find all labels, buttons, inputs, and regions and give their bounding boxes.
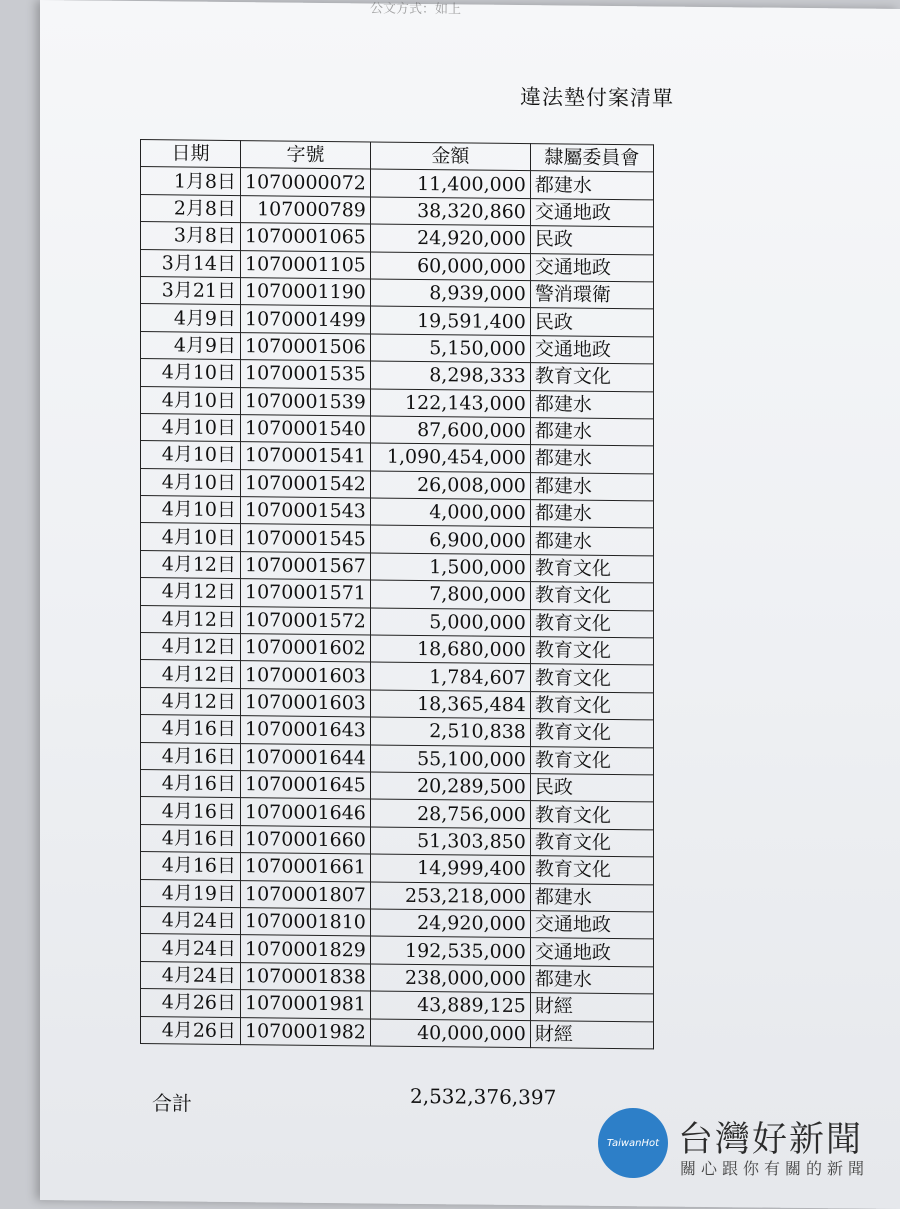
cell-number: 1070001646 xyxy=(241,798,371,827)
cell-date: 1月8日 xyxy=(141,167,241,195)
cell-date: 4月9日 xyxy=(141,304,241,332)
cell-amount: 253,218,000 xyxy=(370,882,530,911)
cell-date: 4月10日 xyxy=(141,468,241,496)
cell-date: 3月14日 xyxy=(141,249,241,277)
cell-date: 4月10日 xyxy=(141,523,241,551)
cell-number: 1070001660 xyxy=(241,825,371,854)
cell-date: 4月12日 xyxy=(141,687,241,715)
cell-amount: 40,000,000 xyxy=(370,1018,530,1047)
cell-number: 1070001807 xyxy=(241,880,371,909)
cell-amount: 60,000,000 xyxy=(370,252,530,281)
cell-date: 4月9日 xyxy=(141,331,241,359)
cell-date: 4月10日 xyxy=(141,386,241,414)
cell-committee: 都建水 xyxy=(530,472,653,501)
cell-date: 3月21日 xyxy=(141,277,241,305)
cell-committee: 教育文化 xyxy=(530,582,653,611)
cell-date: 4月24日 xyxy=(141,961,241,989)
cell-date: 2月8日 xyxy=(141,194,241,222)
header-amount: 金額 xyxy=(370,142,530,171)
cell-amount: 43,889,125 xyxy=(370,991,530,1020)
cell-number: 1070001572 xyxy=(241,606,371,635)
cell-date: 4月26日 xyxy=(141,989,241,1017)
cell-date: 4月12日 xyxy=(141,633,241,661)
cell-date: 4月12日 xyxy=(141,550,241,578)
total-value: 2,532,376,397 xyxy=(410,1083,557,1110)
cell-committee: 教育文化 xyxy=(530,554,653,583)
cell-number: 1070001603 xyxy=(241,661,371,690)
cell-date: 4月10日 xyxy=(141,359,241,387)
cell-date: 4月24日 xyxy=(141,906,241,934)
cell-date: 4月19日 xyxy=(141,879,241,907)
cell-number: 1070001829 xyxy=(241,935,371,964)
cell-committee: 教育文化 xyxy=(530,691,653,720)
taiwanhot-logo-icon: TaiwanHot xyxy=(598,1108,668,1178)
cell-committee: 都建水 xyxy=(530,418,653,447)
cell-number: 1070001541 xyxy=(241,442,371,471)
cell-date: 4月12日 xyxy=(141,578,241,606)
cell-committee: 教育文化 xyxy=(530,637,653,666)
cell-amount: 24,920,000 xyxy=(370,909,530,938)
cell-committee: 交通地政 xyxy=(530,198,653,227)
total-label: 合計 xyxy=(152,1091,192,1116)
cell-number: 1070001545 xyxy=(241,524,371,553)
cell-date: 3月8日 xyxy=(141,222,241,250)
cell-number: 1070001644 xyxy=(241,743,371,772)
cell-amount: 28,756,000 xyxy=(370,799,530,828)
cell-committee: 教育文化 xyxy=(530,828,653,857)
watermark-main-text: 台灣好新聞 xyxy=(678,1120,864,1160)
cell-number: 1070001543 xyxy=(241,497,371,526)
cell-amount: 18,365,484 xyxy=(370,690,530,719)
cell-amount: 192,535,000 xyxy=(370,936,530,965)
cell-committee: 都建水 xyxy=(530,390,653,419)
document-page xyxy=(40,0,900,1209)
cell-committee: 都建水 xyxy=(530,965,653,994)
cell-amount: 24,920,000 xyxy=(370,224,530,253)
cell-date: 4月16日 xyxy=(141,715,241,743)
cell-committee: 教育文化 xyxy=(530,856,653,885)
cell-amount: 238,000,000 xyxy=(370,964,530,993)
cell-amount: 87,600,000 xyxy=(370,416,530,445)
cell-amount: 55,100,000 xyxy=(370,745,530,774)
cell-amount: 26,008,000 xyxy=(370,471,530,500)
cell-number: 1070001603 xyxy=(241,688,371,717)
cell-amount: 8,939,000 xyxy=(370,279,530,308)
cell-committee: 交通地政 xyxy=(530,911,653,940)
header-committee: 隸屬委員會 xyxy=(530,144,653,173)
cell-committee: 都建水 xyxy=(530,445,653,474)
cell-amount: 6,900,000 xyxy=(370,525,530,554)
cell-committee: 財經 xyxy=(530,1020,653,1049)
cell-date: 4月10日 xyxy=(141,413,241,441)
cell-number: 107000789 xyxy=(241,195,371,224)
table-body xyxy=(141,167,654,1049)
cell-number: 1070001643 xyxy=(241,716,371,745)
header-number: 字號 xyxy=(241,141,371,170)
cell-date: 4月24日 xyxy=(141,934,241,962)
cell-date: 4月10日 xyxy=(141,496,241,524)
cell-number: 1070001540 xyxy=(241,415,371,444)
cell-committee: 教育文化 xyxy=(530,719,653,748)
cell-amount: 7,800,000 xyxy=(370,580,530,609)
cell-number: 1070001661 xyxy=(241,853,371,882)
cell-amount: 122,143,000 xyxy=(370,388,530,417)
cell-committee: 民政 xyxy=(530,308,653,337)
cell-date: 4月26日 xyxy=(141,1016,241,1044)
cell-number: 1070000072 xyxy=(241,168,371,197)
cell-committee: 都建水 xyxy=(530,500,653,529)
cell-amount: 1,090,454,000 xyxy=(370,443,530,472)
cell-number: 1070001539 xyxy=(241,387,371,416)
cell-number: 1070001602 xyxy=(241,634,371,663)
cell-committee: 交通地政 xyxy=(530,335,653,364)
cell-amount: 2,510,838 xyxy=(370,717,530,746)
cell-number: 1070001535 xyxy=(241,360,371,389)
cell-amount: 1,500,000 xyxy=(370,553,530,582)
cell-amount: 20,289,500 xyxy=(370,772,530,801)
cell-committee: 教育文化 xyxy=(530,801,653,830)
cell-committee: 教育文化 xyxy=(530,609,653,638)
cell-number: 1070001838 xyxy=(241,962,371,991)
cell-amount: 51,303,850 xyxy=(370,827,530,856)
cell-amount: 11,400,000 xyxy=(370,169,530,198)
cell-number: 1070001499 xyxy=(241,305,371,334)
cell-committee: 民政 xyxy=(530,226,653,255)
cell-committee: 交通地政 xyxy=(530,938,653,967)
cell-date: 4月12日 xyxy=(141,605,241,633)
cell-number: 1070001571 xyxy=(241,579,371,608)
cell-committee: 教育文化 xyxy=(530,664,653,693)
cell-date: 4月16日 xyxy=(141,852,241,880)
cell-date: 4月16日 xyxy=(141,742,241,770)
cell-amount: 1,784,607 xyxy=(370,662,530,691)
cell-amount: 14,999,400 xyxy=(370,854,530,883)
cell-committee: 都建水 xyxy=(530,171,653,200)
cell-date: 4月16日 xyxy=(141,824,241,852)
cell-amount: 38,320,860 xyxy=(370,197,530,226)
cell-number: 1070001981 xyxy=(241,990,371,1019)
cell-committee: 財經 xyxy=(530,993,653,1022)
cell-committee: 教育文化 xyxy=(530,746,653,775)
cell-number: 1070001645 xyxy=(241,771,371,800)
cell-date: 4月16日 xyxy=(141,797,241,825)
cell-number: 1070001105 xyxy=(241,250,371,279)
cell-amount: 19,591,400 xyxy=(370,306,530,335)
document-title: 違法墊付案清單 xyxy=(520,85,674,111)
cell-amount: 4,000,000 xyxy=(370,498,530,527)
cell-number: 1070001065 xyxy=(241,223,371,252)
table-row xyxy=(141,1016,654,1049)
cell-number: 1070001542 xyxy=(241,469,371,498)
header-date: 日期 xyxy=(141,140,241,168)
cell-number: 1070001190 xyxy=(241,278,371,307)
payment-table xyxy=(140,139,654,1049)
cell-number: 1070001982 xyxy=(241,1017,371,1046)
cell-number: 1070001506 xyxy=(241,332,371,361)
watermark-logo xyxy=(598,1108,898,1194)
cell-committee: 民政 xyxy=(530,774,653,803)
top-note: 公文方式：如上 xyxy=(370,1,462,18)
cell-committee: 交通地政 xyxy=(530,253,653,282)
cell-number: 1070001567 xyxy=(241,551,371,580)
cell-committee: 都建水 xyxy=(530,883,653,912)
cell-date: 4月12日 xyxy=(141,660,241,688)
cell-date: 4月10日 xyxy=(141,441,241,469)
cell-committee: 都建水 xyxy=(530,527,653,556)
cell-committee: 教育文化 xyxy=(530,363,653,392)
cell-committee: 警消環衛 xyxy=(530,281,653,310)
cell-amount: 18,680,000 xyxy=(370,635,530,664)
cell-amount: 5,000,000 xyxy=(370,608,530,637)
cell-amount: 5,150,000 xyxy=(370,334,530,363)
cell-number: 1070001810 xyxy=(241,908,371,937)
cell-date: 4月16日 xyxy=(141,770,241,798)
watermark-sub-text: 關心跟你有關的新聞 xyxy=(680,1159,870,1178)
cell-amount: 8,298,333 xyxy=(370,361,530,390)
